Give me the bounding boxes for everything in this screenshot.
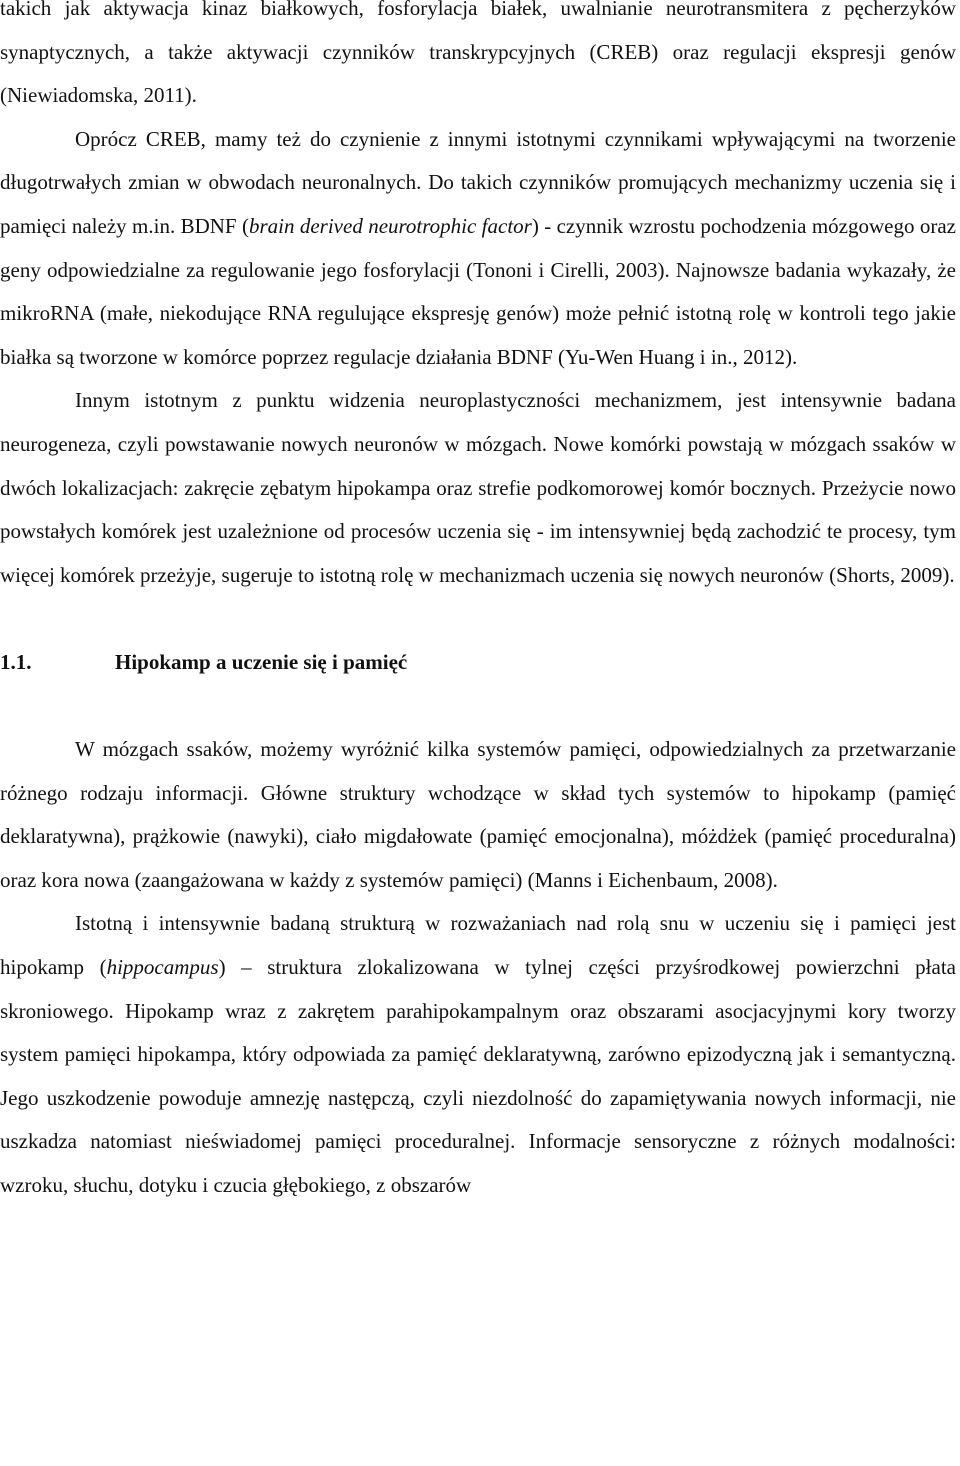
section-title: Hipokamp a uczenie się i pamięć [115,649,408,674]
spacer [0,685,956,729]
paragraph-text: Oprócz CREB, mamy też do czynienie z innymi istotnymi czynnikami wpływającymi na tworzenie długotrwałych zmian w obwodach neuronalnych. Do takich czynników promujących mechanizmy uczenia się i pamięci należy m.in. BDNF ( [0,126,956,238]
section-number: 1.1. [0,649,32,674]
paragraph-neurogenesis: Innym istotnym z punktu widzenia neuroplastyczności mechanizmem, jest intensywnie badana neurogeneza, czyli powstawanie nowych neuronów w mózgach. Nowe komórki powstają w mózgach ssaków w dwóch lokalizacjach: zakręcie zębatym hipokampa oraz strefie podkomorowej komór bocznych. Przeżycie nowo powstałych komórek jest uzależnione od procesów uczenia się - im intensywniej będą zachodzić te procesy, tym więcej komórek przeżyje, sugeruje to istotną rolę w mechanizmach uczenia się nowych neuronów (Shorts, 2009). [0,388,956,587]
italic-term: brain derived neurotrophic factor [248,213,532,238]
paragraph-continuation: takich jak aktywacja kinaz białkowych, fosforylacja białek, uwalnianie neurotransmitera z pęcherzyków synaptycznych, a także aktywacji czynników transkrypcyjnych (CREB) oraz regulacji ekspresji genów (Niewiadomska, 2011). [0,0,956,108]
paragraph-text: Istotną i intensywnie badaną strukturą w rozważaniach nad rolą snu w uczeniu się i pamięci jest hipokamp ( [0,911,956,980]
paragraph-hippocampus [0,902,956,1207]
paragraph-text: ) – struktura zlokalizowana w tylnej części przyśrodkowej powierzchni płata skroniowego. Hipokamp wraz z zakrętem parahipokampalnym oraz obszarami asocjacyjnymi kory tworzy system pamięci hipokampa, który odpowiada za pamięć deklaratywną, zarówno epizodyczną jak i semantyczną. Jego uszkodzenie powoduje amnezję następczą, czyli niezdolność do zapamiętywania nowych informacji, nie uszkadza natomiast nieświadomej pamięci proceduralnej. Informacje sensoryczne z różnych modalności: wzroku, słuchu, dotyku i czucia głębokiego, z obszarów [0,955,956,1198]
section-heading [0,641,956,685]
paragraph-creb-bdnf [0,118,956,380]
paragraph-memory-systems: W mózgach ssaków, możemy wyróżnić kilka systemów pamięci, odpowiedzialnych za przetwarzanie różnego rodzaju informacji. Główne struktury wchodzące w skład tych systemów to hipokamp (pamięć deklaratywna), prążkowie (nawyki), ciało migdałowate (pamięć emocjonalna), móżdżek (pamięć proceduralna) oraz kora nowa (zaangażowana w każdy z systemów pamięci) (Manns i Eichenbaum, 2008). [0,737,956,892]
spacer [0,597,956,641]
italic-term: hippocampus [106,955,219,980]
paragraph-text: ) - czynnik wzrostu pochodzenia mózgowego oraz geny odpowiedzialne za regulowanie jego fosforylacji (Tononi i Cirelli, 2003). Najnowsze badania wykazały, że mikroRNA (małe, niekodujące RNA regulujące ekspresję genów) może pełnić istotną rolę w kontroli tego jakie białka są tworzone w komórce poprzez regulacje działania BDNF (Yu-Wen Huang i in., 2012). [0,213,956,369]
